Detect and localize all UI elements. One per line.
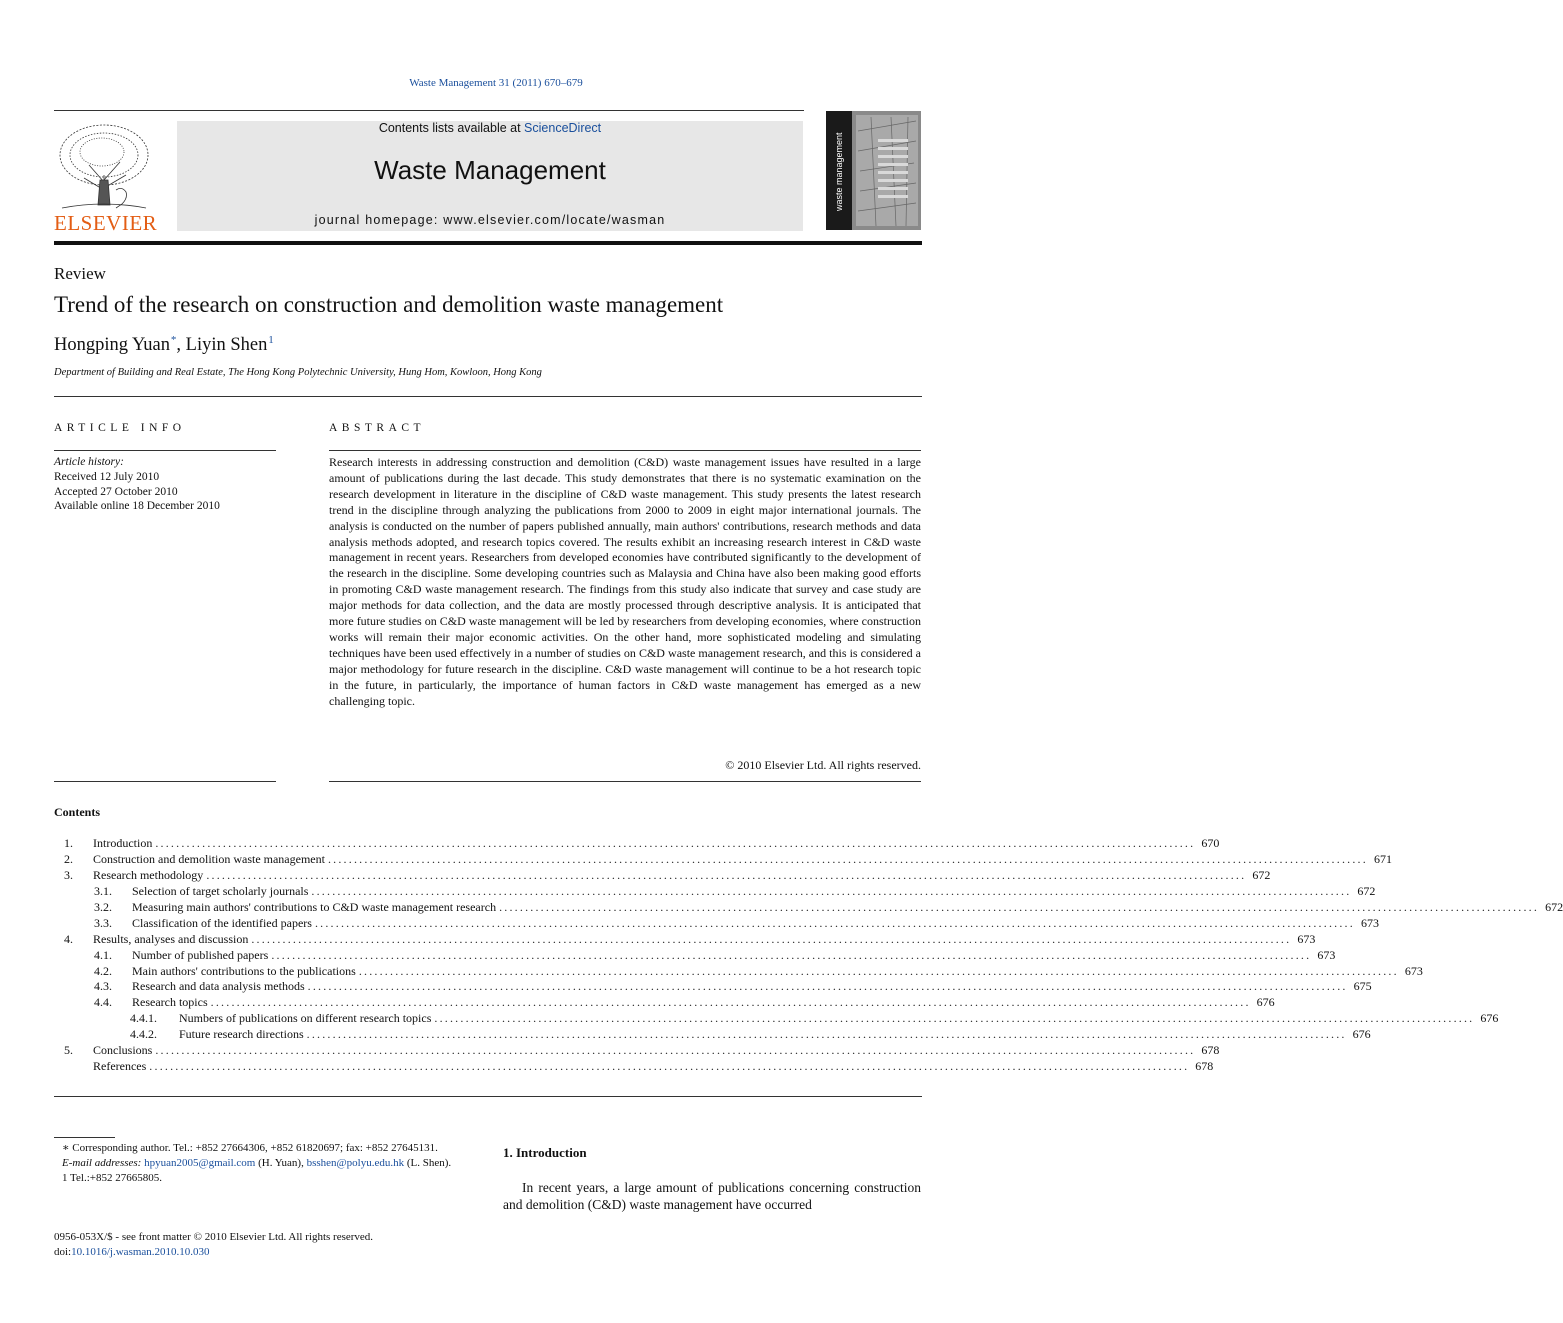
toc-leader-dots: ........................................................................................................................................................................................................ — [271, 947, 1312, 962]
toc-leader-dots: ........................................................................................................................................................................................................ — [251, 931, 1292, 946]
corresponding-author-note: ∗ Corresponding author. Tel.: +852 27664306, +852 61820697; fax: +852 27645131. — [62, 1142, 438, 1154]
journal-title: Waste Management — [374, 155, 606, 185]
contents-bottom-rule — [54, 1096, 922, 1097]
toc-entry-title[interactable]: Research and data analysis methods — [132, 979, 308, 995]
toc-entry[interactable] — [54, 867, 1271, 884]
author-list — [54, 334, 274, 356]
table-of-contents — [54, 836, 1563, 1075]
article-info-heading: ARTICLE INFO — [54, 422, 186, 434]
toc-entry-page: 672 — [1252, 867, 1271, 882]
abstract-rule — [329, 450, 921, 451]
toc-entry[interactable] — [54, 851, 1392, 868]
footnotes — [54, 1141, 473, 1185]
toc-entry-title[interactable]: Future research directions — [179, 1027, 307, 1043]
toc-entry-page: 671 — [1373, 851, 1392, 866]
toc-leader-dots: ........................................................................................................................................................................................................ — [149, 1059, 1190, 1074]
toc-leader-dots: ........................................................................................................................................................................................................ — [311, 883, 1352, 898]
cover-title: waste management — [834, 132, 844, 211]
online-date: Available online 18 December 2010 — [54, 500, 220, 513]
toc-entry-title[interactable]: Research methodology — [93, 868, 206, 884]
abstract-copyright: © 2010 Elsevier Ltd. All rights reserved. — [725, 758, 921, 772]
toc-entry[interactable] — [54, 963, 1423, 980]
toc-entry-page: 676 — [1352, 1027, 1371, 1042]
toc-entry-title[interactable]: Numbers of publications on different research topics — [179, 1011, 434, 1027]
telephone-note: 1 Tel.:+852 27665805. — [62, 1171, 162, 1184]
toc-entry-number: 3.1. — [94, 883, 112, 898]
toc-entry-number: 3.2. — [94, 899, 112, 914]
toc-entry-page: 678 — [1201, 1043, 1220, 1058]
toc-entry-title[interactable]: References — [93, 1059, 149, 1075]
article-info-rule — [54, 450, 276, 451]
toc-entry[interactable] — [54, 883, 1376, 900]
author-separator: , — [176, 335, 186, 356]
received-date: Received 12 July 2010 — [54, 470, 160, 483]
history-label: Article history: — [54, 456, 124, 468]
toc-leader-dots: ........................................................................................................................................................................................................ — [314, 915, 1355, 930]
journal-citation[interactable]: Waste Management 31 (2011) 670–679 — [409, 77, 583, 89]
toc-leader-dots: ........................................................................................................................................................................................................ — [210, 995, 1251, 1010]
contents-heading: Contents — [54, 805, 101, 819]
toc-entry-page: 672 — [1545, 899, 1563, 914]
header-rule — [54, 110, 804, 111]
toc-leader-dots: ........................................................................................................................................................................................................ — [206, 867, 1247, 882]
toc-leader-dots: ........................................................................................................................................................................................................ — [155, 836, 1196, 850]
toc-entry-number: 3.3. — [94, 915, 112, 930]
toc-entry-title[interactable]: Main authors' contributions to the publications — [132, 964, 359, 980]
toc-entry-title[interactable]: Research topics — [132, 995, 211, 1011]
toc-entry-title[interactable]: Classification of the identified papers — [132, 916, 315, 932]
issn-line: 0956-053X/$ - see front matter © 2010 Elsevier Ltd. All rights reserved. — [54, 1231, 374, 1243]
journal-homepage — [177, 213, 803, 227]
toc-entry-page: 672 — [1357, 883, 1376, 898]
toc-entry-title[interactable]: Selection of target scholarly journals — [132, 884, 311, 900]
toc-entry-title[interactable]: Measuring main authors' contributions to C&D waste management research — [132, 900, 499, 916]
doi-line — [54, 1245, 373, 1260]
article-info-bottom-rule — [54, 781, 276, 782]
toc-entry-page: 673 — [1360, 915, 1379, 930]
article-type: Review — [54, 264, 106, 283]
toc-leader-dots: ........................................................................................................................................................................................................ — [434, 1011, 1475, 1026]
journal-cover-image — [826, 111, 921, 230]
author-name: Hongping Yuan — [54, 335, 170, 356]
toc-entry[interactable] — [54, 947, 1336, 964]
contents-prefix: Contents lists available at — [378, 121, 525, 135]
abstract-bottom-rule — [329, 781, 921, 782]
toc-entry-title[interactable]: Conclusions — [93, 1043, 155, 1059]
toc-entry[interactable] — [54, 915, 1379, 932]
email-note — [54, 1156, 473, 1171]
contents-available-line — [177, 121, 803, 135]
abstract-heading: ABSTRACT — [329, 422, 426, 434]
toc-entry-number: 3. — [64, 867, 73, 882]
toc-entry[interactable] — [54, 836, 1220, 852]
email-owner: (L. Shen). — [404, 1156, 452, 1169]
toc-entry-number: 5. — [64, 1043, 73, 1058]
author-name: Liyin Shen — [185, 335, 268, 356]
toc-entry-page: 678 — [1195, 1059, 1214, 1074]
elsevier-wordmark: ELSEVIER — [54, 211, 158, 235]
toc-entry-page: 670 — [1201, 836, 1220, 850]
toc-entry-page: 673 — [1317, 947, 1336, 962]
toc-entry-number: 4.4. — [94, 995, 112, 1010]
toc-entry[interactable] — [54, 1027, 1371, 1043]
toc-entry-number: 4.4.1. — [130, 1011, 157, 1026]
toc-entry-number: 4. — [64, 931, 73, 946]
email-link[interactable]: bsshen@polyu.edu.hk — [306, 1156, 405, 1169]
toc-entry-page: 673 — [1404, 963, 1423, 978]
toc-entry[interactable] — [54, 1059, 1214, 1075]
header-thick-rule — [54, 241, 922, 245]
email-label: E-mail addresses: — [62, 1156, 142, 1169]
toc-entry[interactable] — [54, 979, 1372, 995]
toc-leader-dots: ........................................................................................................................................................................................................ — [358, 963, 1399, 978]
front-matter — [54, 1230, 373, 1260]
toc-entry-title[interactable]: Construction and demolition waste management — [93, 852, 328, 868]
toc-entry-title[interactable]: Results, analyses and discussion — [93, 932, 251, 948]
toc-entry-number: 2. — [64, 851, 73, 866]
article-history — [54, 455, 220, 514]
toc-leader-dots: ........................................................................................................................................................................................................ — [155, 1043, 1196, 1058]
affiliation: Department of Building and Real Estate, The Hong Kong Polytechnic University, Hung Hom, Kowloon, Hong Kong — [54, 367, 542, 378]
toc-entry-number: 4.3. — [94, 979, 112, 994]
toc-entry-page: 673 — [1297, 931, 1316, 946]
toc-entry-title[interactable]: Introduction — [93, 836, 155, 852]
toc-entry-number: 4.4.2. — [130, 1027, 157, 1042]
section-rule — [54, 396, 922, 397]
toc-entry-number: 4.2. — [94, 963, 112, 978]
toc-leader-dots: ........................................................................................................................................................................................................ — [327, 851, 1368, 866]
toc-entry-number: 4.1. — [94, 947, 112, 962]
toc-entry-title[interactable]: Number of published papers — [132, 948, 271, 964]
toc-leader-dots: ........................................................................................................................................................................................................ — [307, 979, 1348, 994]
abstract-text: Research interests in addressing construction and demolition (C&D) waste management issues have resulted in a large amount of publications during the last decade. This study demonstrates that there is no systematic examination on the research development in literature in the discipline of C&D waste management. This study presents the latest research trend in the discipline through analyzing the publications from 2000 to 2009 in eight major international journals. The analysis is conducted on the number of papers published annually, main authors' contributions, research methods and data analysis methods adopted, and research topics covered. The results exhibit an increasing research interest in C&D waste management in recent years. Researchers from developed economies have contributed significantly to the development of the research in the discipline. Some developing countries such as Malaysia and China have also been making good efforts in promoting C&D waste management research. The findings from this study also indicate that survey and case study are major methods for data collection, and the data are mostly processed through descriptive analysis. It is anticipated that more future studies on C&D waste management will be led by researchers from developing economies, where construction works will remain their major economic activities. On the other hand, more sophisticated modeling and simulating techniques have been used effectively in a number of studies on C&D waste management research, and this is considered a major methodology for future research in the discipline. C&D waste management will continue to be a hot research topic in the future, in particularly, the importance of human factors in C&D waste management has emerged as a new challenging topic. — [329, 455, 921, 708]
toc-leader-dots: ........................................................................................................................................................................................................ — [499, 899, 1540, 914]
toc-entry[interactable] — [54, 931, 1316, 948]
toc-entry-page: 676 — [1480, 1011, 1499, 1026]
toc-leader-dots: ........................................................................................................................................................................................................ — [306, 1027, 1347, 1042]
email-link[interactable]: hpyuan2005@gmail.com — [144, 1156, 256, 1169]
article-title: Trend of the research on construction and demolition waste management — [54, 292, 724, 317]
footnote-rule — [54, 1137, 115, 1138]
introduction-heading: 1. Introduction — [503, 1145, 587, 1160]
toc-entry[interactable] — [54, 1011, 1499, 1027]
toc-entry-number: 1. — [64, 836, 73, 850]
homepage-url[interactable]: www.elsevier.com/locate/wasman — [443, 213, 666, 227]
author-footnote-mark[interactable]: 1 — [268, 334, 274, 346]
toc-entry-page: 676 — [1256, 995, 1275, 1010]
email-owner: (H. Yuan), — [255, 1156, 307, 1169]
introduction-text: In recent years, a large amount of publications concerning construction and demolition (C&D) waste management have occurred — [503, 1180, 921, 1212]
doi-prefix: doi: — [54, 1245, 72, 1258]
homepage-prefix: journal homepage: — [314, 213, 444, 227]
doi-link[interactable]: 10.1016/j.wasman.2010.10.030 — [71, 1245, 210, 1258]
sciencedirect-link[interactable]: ScienceDirect — [524, 121, 602, 135]
toc-entry[interactable] — [54, 995, 1275, 1011]
accepted-date: Accepted 27 October 2010 — [54, 485, 178, 498]
toc-entry[interactable] — [54, 899, 1563, 916]
toc-entry-page: 675 — [1353, 979, 1372, 994]
toc-entry[interactable] — [54, 1043, 1220, 1059]
author-footnote-mark[interactable]: * — [170, 334, 177, 346]
